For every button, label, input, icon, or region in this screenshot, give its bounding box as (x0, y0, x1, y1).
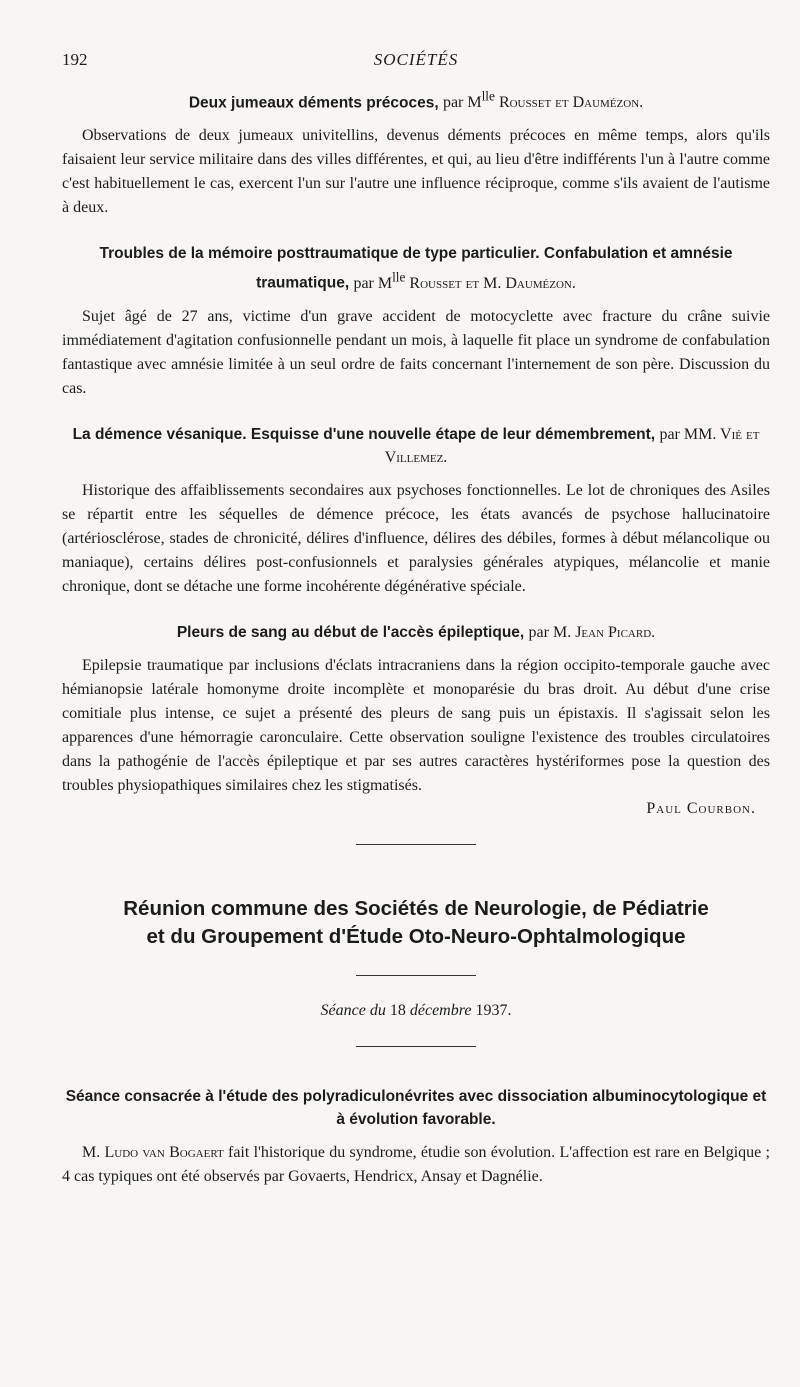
section-body: M. Ludo van Bogaert fait l'historique du syndrome, étudie son évolution. L'affection est rare en Belgique ; 4 cas typiques ont été observés par Govaerts, Hendricx, Ansay et Dagnélie. (62, 1143, 771, 1185)
running-head: SOCIÉTÉS (373, 50, 459, 69)
section-title: Séance consacrée à l'étude des polyradiculonévrites avec dissociation albuminocytologique et à évolution favorable. (65, 1087, 767, 1128)
section-memoire (62, 242, 770, 400)
section-title: La démence vésanique. Esquisse d'une nouvelle étape de leur démembrement, par MM. Vié et Villemez. (72, 425, 760, 466)
meeting-title: Réunion commune des Sociétés de Neurologie, de Pédiatrie et du Groupement d'Étude Oto-Neuro-Ophtalmologique (123, 896, 709, 948)
section-title: Troubles de la mémoire posttraumatique de type particulier. Confabulation et amnésie traumatique, par $M^{lle}$ Rousset et M. Daumézon. (99, 245, 733, 292)
section-pleurs (62, 621, 770, 818)
seance-date: Séance du 18 décembre 1937. (320, 1001, 512, 1019)
section-jumeaux (62, 85, 770, 220)
page-number: 192 (62, 50, 88, 69)
section-body: Epilepsie traumatique par inclusions d'éclats intracraniens dans la région occipito-temporale gauche avec hémianopsie latérale homonyme droite incomplète et monoparésie du bras droit. Au début d'une crise comitiale plus intense, ce sujet a présenté des pleurs de sang puis un épistaxis. Il s'agissait selon les apparences d'une hémorragie caronculaire. Cette observation souligne l'existence des troubles circulatoires dans la pathogénie de l'accès épileptique et par ses autres caractères hystériformes pose la question des troubles physiopathiques similaires chez les stigmatisés. (62, 656, 770, 794)
section-title: Deux jumeaux déments précoces, par $M^{lle}$ Rousset et Daumézon. (188, 89, 644, 112)
divider (356, 1046, 476, 1047)
section-body: Historique des affaiblissements secondaires aux psychoses fonctionnelles. Le lot de chroniques des Asiles se répartit entre les séquelles de démence précoce, les états avancés de psychose hallucinatoire (artériosclérose, stades de chronicité, délires d'influence, délires des débiles, formes à début mélancolique ou maniaque), certains délires post-confusionnels et paralysies générales atypiques, mélancolie et manie chronique, dont se détache une forme incohérente dégénérative spéciale. (62, 481, 770, 595)
section-demence (62, 423, 770, 599)
page-header (62, 50, 770, 72)
divider (356, 844, 476, 845)
section-body: Observations de deux jumeaux univitellins, devenus déments précoces en même temps, alors qu'ils faisaient leur service militaire dans des villes différentes, et qui, au lieu d'être indifférents l'un à l'autre comme c'est habituellement le cas, exercent l'un sur l'autre une influence réciproque, comme s'ils avaient de l'autisme à deux. (62, 127, 770, 217)
section-title: Pleurs de sang au début de l'accès épileptique, par M. Jean Picard. (176, 623, 656, 641)
section-body: Sujet âgé de 27 ans, victime d'un grave accident de motocyclette avec fracture du crâne suivie immédiatement d'agitation confusionnelle pendant un mois, à laquelle fit place un syndrome de confabulation fantastique avec amnésie limitée à un seul ordre de faits concernant l'internement de son père. Discussion du cas. (62, 307, 770, 397)
signature: Paul Courbon. (646, 799, 756, 817)
divider (356, 975, 476, 976)
page-content (62, 85, 770, 1189)
